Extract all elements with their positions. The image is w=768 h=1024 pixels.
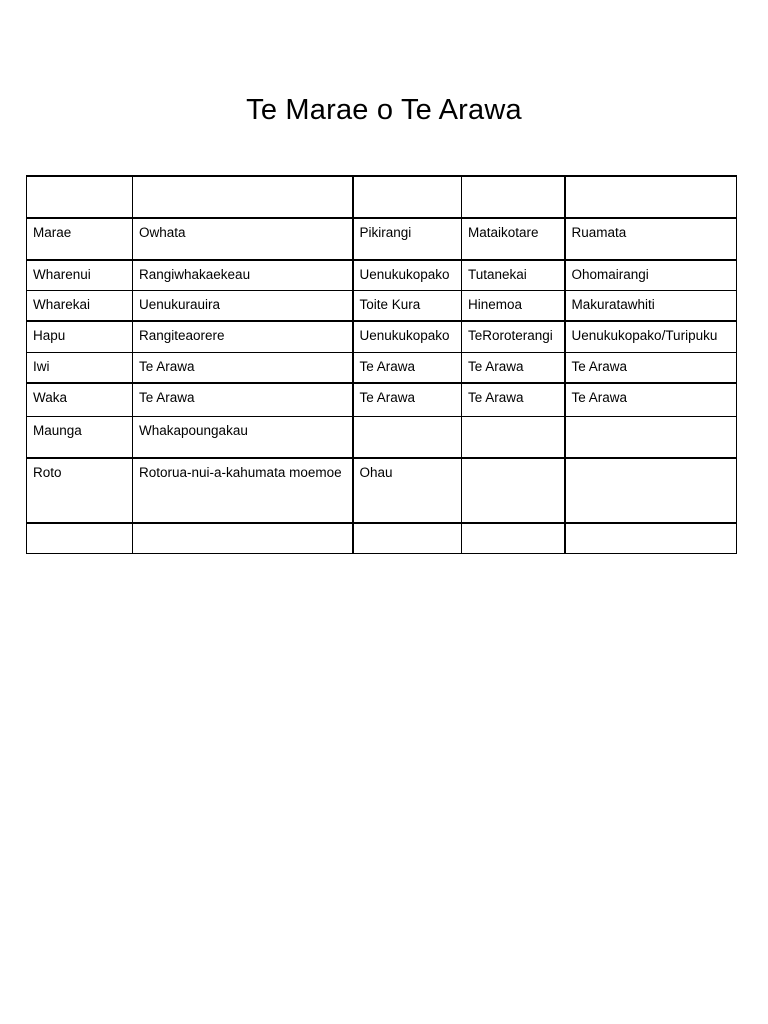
table-cell: Rangiwhakaekeau — [133, 260, 353, 290]
table-cell — [462, 523, 565, 553]
table-row — [27, 383, 737, 416]
table-cell: TeRoroterangi — [462, 321, 565, 352]
table-row — [27, 416, 737, 458]
table-cell — [353, 523, 462, 553]
table-row — [27, 523, 737, 553]
table-cell: Uenukukopako — [353, 260, 462, 290]
table-cell — [27, 176, 133, 218]
table-row — [27, 458, 737, 523]
table-cell: Hinemoa — [462, 290, 565, 321]
table-row — [27, 290, 737, 321]
table-row — [27, 218, 737, 260]
table-cell: Te Arawa — [462, 383, 565, 416]
row-label: Roto — [27, 458, 133, 523]
table-cell: Ruamata — [565, 218, 737, 260]
row-label: Hapu — [27, 321, 133, 352]
table-cell: Tutanekai — [462, 260, 565, 290]
table-cell: Rotorua-nui-a-kahumata moemoe — [133, 458, 353, 523]
table-cell — [462, 176, 565, 218]
table-row — [27, 260, 737, 290]
table-cell: Te Arawa — [133, 352, 353, 383]
table-cell — [565, 176, 737, 218]
row-label: Waka — [27, 383, 133, 416]
table-cell: Uenukukopako/Turipuku — [565, 321, 737, 352]
table-row — [27, 352, 737, 383]
table-cell: Owhata — [133, 218, 353, 260]
table-cell: Uenukukopako — [353, 321, 462, 352]
table-cell: Ohau — [353, 458, 462, 523]
table-cell — [133, 523, 353, 553]
table-cell: Toite Kura — [353, 290, 462, 321]
table-cell: Te Arawa — [353, 352, 462, 383]
row-label: Wharenui — [27, 260, 133, 290]
table-cell: Makuratawhiti — [565, 290, 737, 321]
marae-table — [26, 175, 737, 554]
row-label: Marae — [27, 218, 133, 260]
table-cell: Rangiteaorere — [133, 321, 353, 352]
table-cell: Te Arawa — [353, 383, 462, 416]
table-row — [27, 321, 737, 352]
table-cell — [565, 458, 737, 523]
table-cell — [462, 458, 565, 523]
table-cell: Te Arawa — [462, 352, 565, 383]
table-cell — [565, 523, 737, 553]
table-cell: Te Arawa — [565, 352, 737, 383]
page-title: Te Marae o Te Arawa — [246, 94, 522, 126]
table-cell: Pikirangi — [353, 218, 462, 260]
table-cell — [462, 416, 565, 458]
table-cell — [133, 176, 353, 218]
table-cell: Whakapoungakau — [133, 416, 353, 458]
row-label: Wharekai — [27, 290, 133, 321]
table-cell — [353, 416, 462, 458]
table-cell: Uenukurauira — [133, 290, 353, 321]
table-cell: Mataikotare — [462, 218, 565, 260]
table-cell — [353, 176, 462, 218]
table-cell: Te Arawa — [133, 383, 353, 416]
row-label: Maunga — [27, 416, 133, 458]
table-cell: Ohomairangi — [565, 260, 737, 290]
table-cell: Te Arawa — [565, 383, 737, 416]
row-label: Iwi — [27, 352, 133, 383]
table-cell — [565, 416, 737, 458]
row-label — [27, 523, 133, 553]
table-header-row — [27, 176, 737, 218]
